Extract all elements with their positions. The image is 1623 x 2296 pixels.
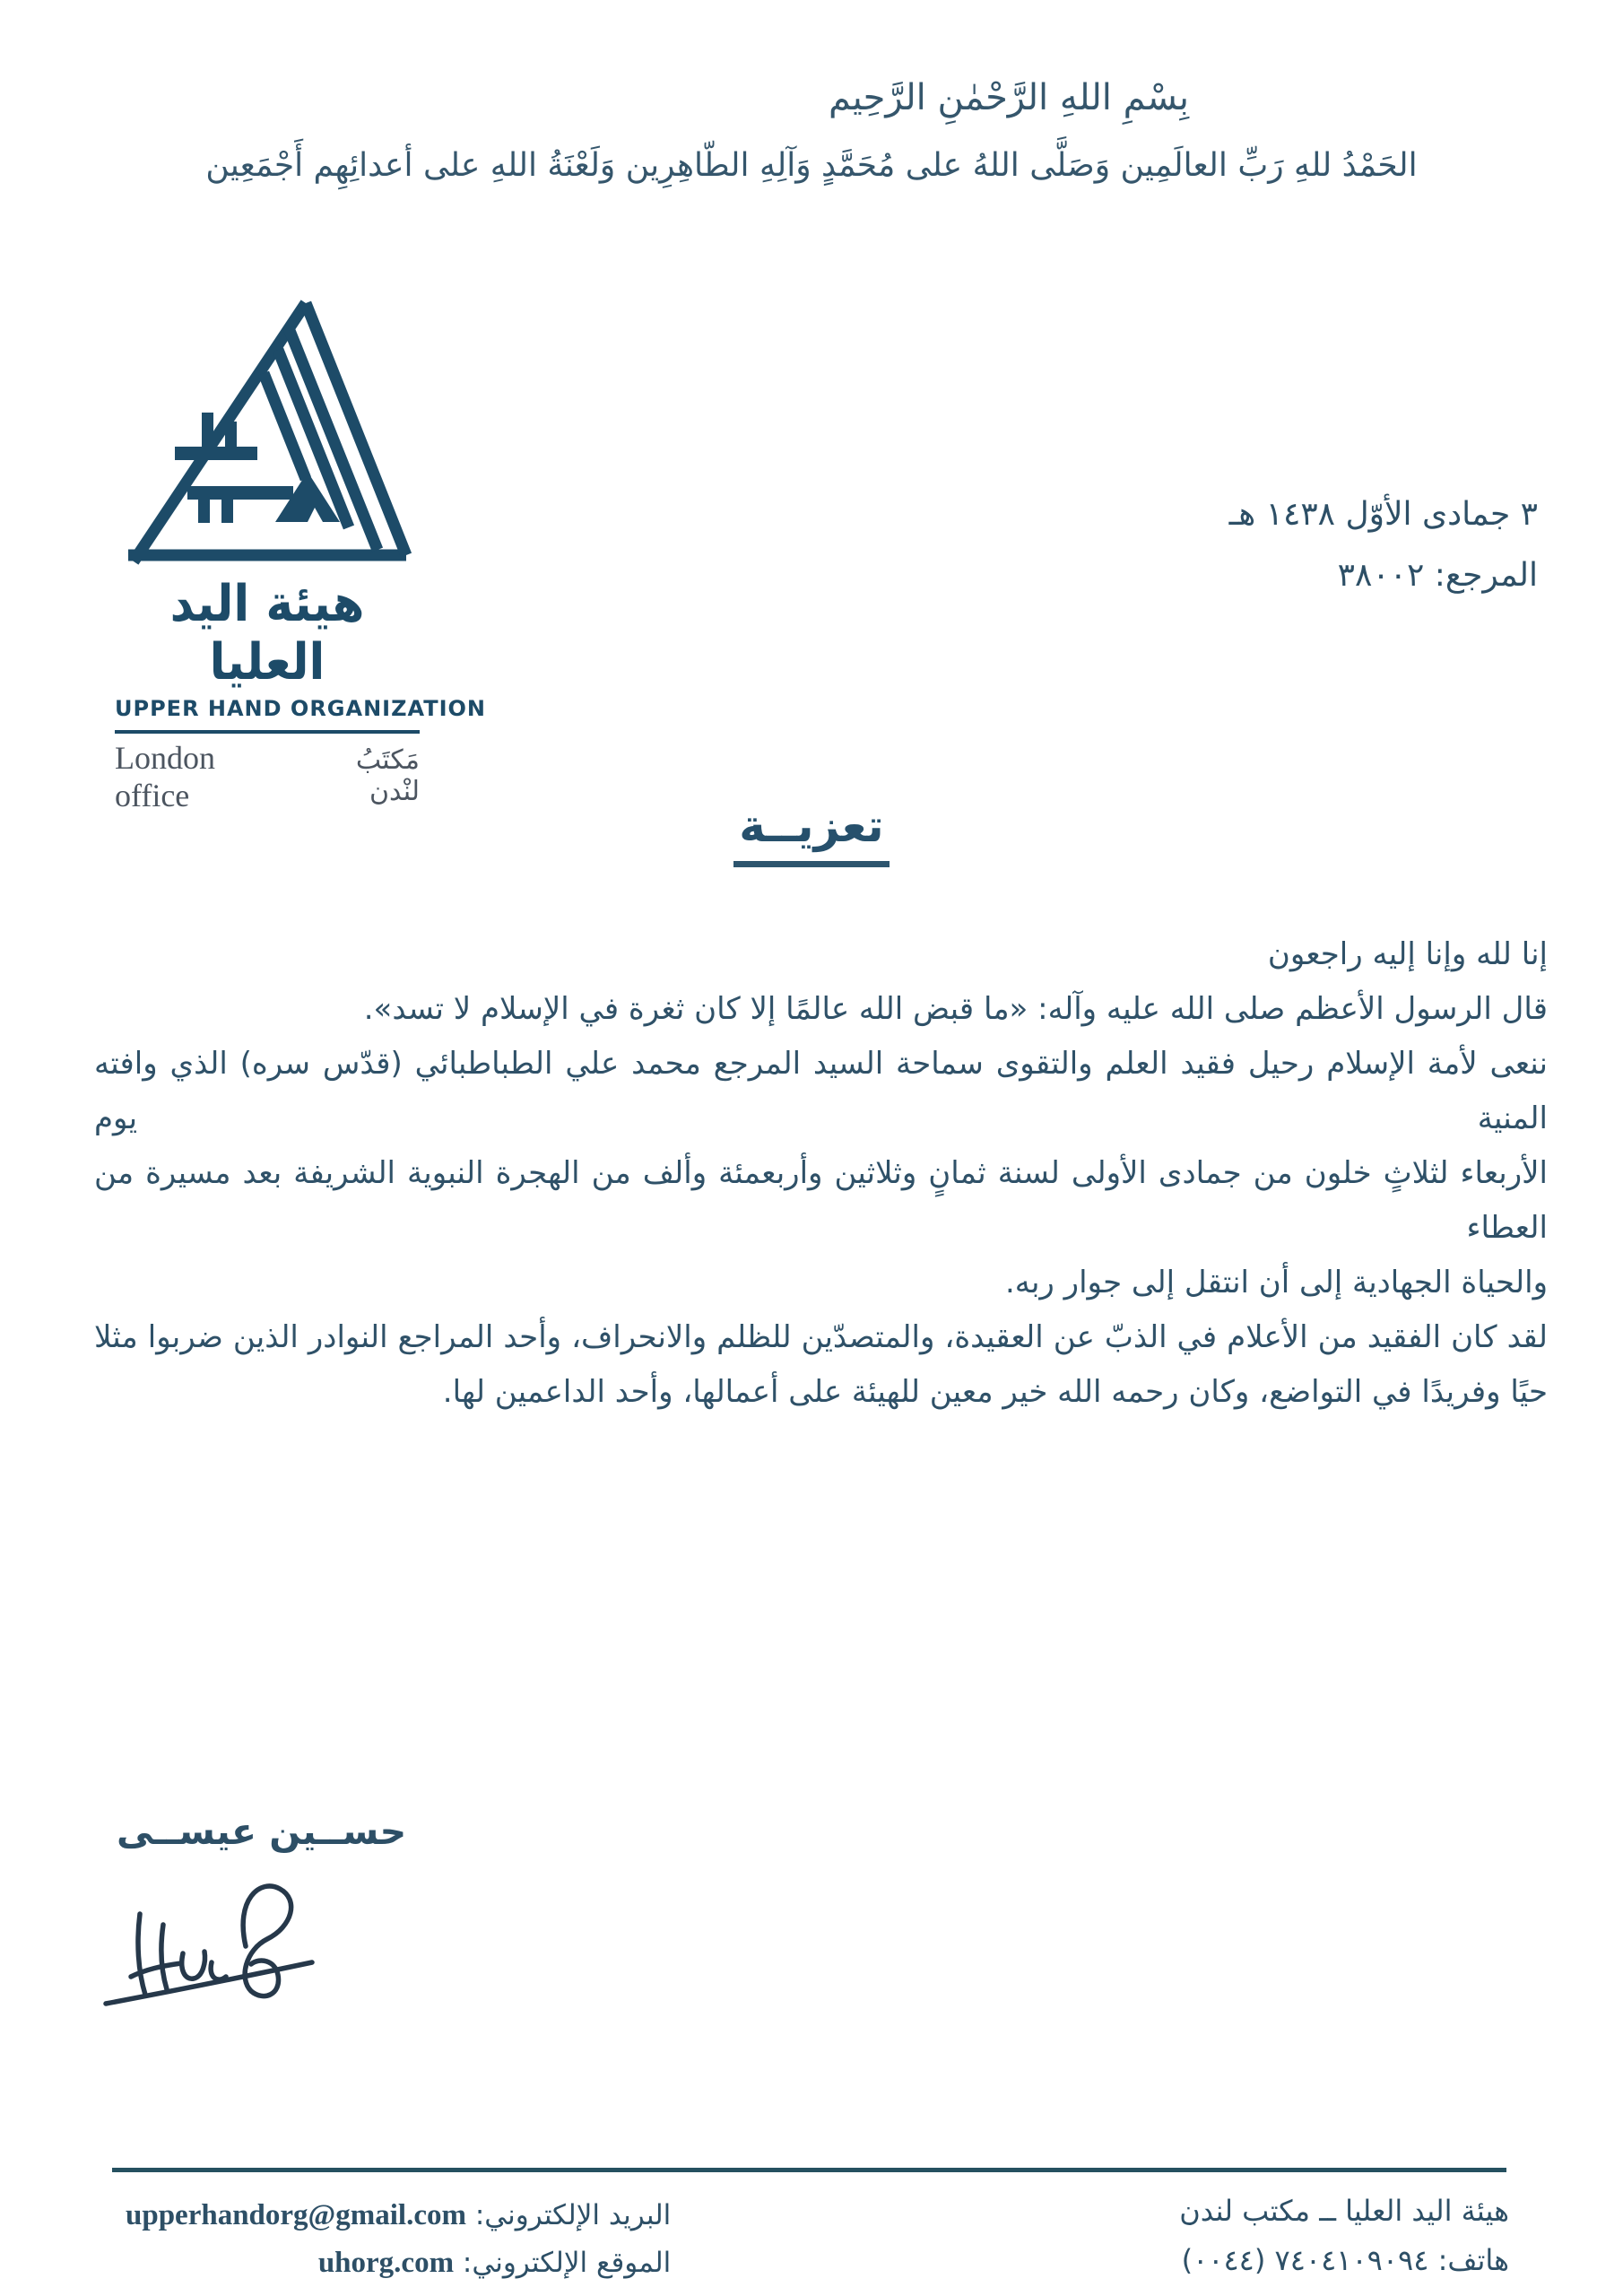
body-line: الأربعاء لثلاثٍ خلون من جمادى الأولى لسنة ثمانٍ وثلاثين وأربعمئة وألف من الهجرة النبوية الشريفة بعد مسيرة من العطاء — [94, 1155, 1548, 1246]
logo-arabic-name: هيئة اليد العليا — [169, 575, 365, 691]
triangle-logo-icon — [116, 296, 419, 567]
calligraphy-header — [0, 65, 1623, 201]
email-row — [126, 2192, 671, 2239]
body-line: ننعى لأمة الإسلام رحيل فقيد العلم والتقوى سماحة السيد المرجع محمد علي الطباطبائي (قدّس سره) الذي وافته المنية يوم — [94, 1046, 1548, 1136]
footer-divider — [112, 2168, 1506, 2172]
handwritten-signature — [100, 1867, 320, 2024]
org-office-line: هيئة اليد العليا ــ مكتب لندن — [1179, 2194, 1509, 2228]
hijri-date: ٣ جمادى الأوّل ١٤٣٨ هـ — [1228, 496, 1538, 533]
footer-contact-left — [126, 2192, 671, 2287]
body-line: لقد كان الفقيد من الأعلام في الذبّ عن العقيدة، والمتصدّين للظلم والانحراف، وأحد المراجع النوادر الذين ضربوا مثلا — [94, 1319, 1548, 1355]
signatory-name: حســين عيســى — [117, 1810, 407, 1853]
website-row — [126, 2239, 671, 2287]
date-reference-block — [1229, 484, 1538, 606]
phone-line: هاتف: ٧٤٠٤١٠٩٠٩٤ (٠٠٤٤) — [1181, 2243, 1509, 2277]
title-row — [0, 800, 1623, 867]
letter-body — [94, 927, 1548, 1420]
email-label: البريد الإلكتروني: — [474, 2199, 672, 2231]
website-address: uhorg.com — [317, 2247, 455, 2279]
basmala-line — [0, 65, 1623, 131]
logo-divider — [115, 730, 420, 734]
footer-contact-right — [1179, 2187, 1509, 2285]
office-arabic-label: مَكتَبُ لنْدن — [355, 744, 420, 807]
logo-english-name: UPPER HAND ORGANIZATION — [115, 696, 486, 721]
letter-title: تعزيــة — [733, 800, 889, 867]
basmala-text: بِسْمِ اللهِ الرَّحْمٰنِ الرَّحِيم — [828, 77, 1190, 118]
body-line: إنا لله وإنا إليه راجعون — [1267, 936, 1548, 972]
body-line: والحياة الجهادية إلى أن انتقل إلى جوار ربه. — [1004, 1265, 1548, 1300]
reference-number: المرجع: ٣٨٠٠٢ — [1337, 557, 1538, 594]
website-label: الموقع الإلكتروني: — [462, 2247, 672, 2279]
body-line: حيًا وفريدًا في التواضع، وكان رحمه الله خير معين للهيئة على أعمالها، وأحد الداعمين لها. — [442, 1374, 1548, 1410]
email-address: upperhandorg@gmail.com — [126, 2199, 466, 2231]
organization-logo-block — [115, 296, 486, 814]
hamd-line: الحَمْدُ للهِ رَبِّ العالَمِين وَصَلَّى اللهُ على مُحَمَّدٍ وَآلِهِ الطّاهِرِين وَلَعْنَةُ اللهِ على أعدائِهِم أَجْمَعِين — [205, 147, 1418, 184]
office-english-label: London office — [115, 740, 215, 813]
body-line: قال الرسول الأعظم صلى الله عليه وآله: «ما قبض الله عالمًا إلا كان ثغرة في الإسلام لا تسد». — [363, 991, 1548, 1027]
